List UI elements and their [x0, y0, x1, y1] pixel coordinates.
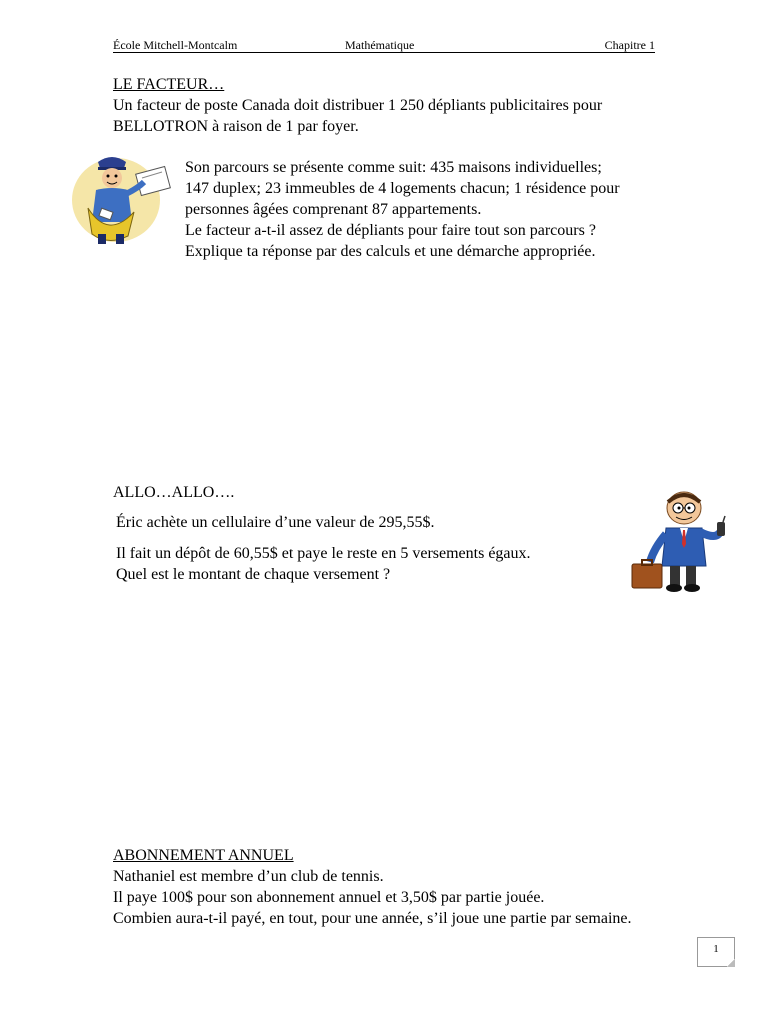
- mail-carrier-illustration: [68, 148, 176, 248]
- problem1-intro-line-1: Un facteur de poste Canada doit distribuer 1 250 dépliants publicitaires pour: [113, 97, 603, 114]
- problem1-body-line-5: Explique ta réponse par des calculs et une démarche appropriée.: [185, 243, 596, 260]
- problem3-title: ABONNEMENT ANNUEL: [113, 847, 294, 864]
- problem2-line-2: Il fait un dépôt de 60,55$ et paye le reste en 5 versements égaux.: [116, 545, 531, 562]
- problem1-title: LE FACTEUR…: [113, 76, 225, 93]
- chapter-label: Chapitre 1: [604, 38, 655, 52]
- problem3-line-2: Il paye 100$ pour son abonnement annuel et 3,50$ par partie jouée.: [113, 889, 545, 906]
- page-header: [113, 38, 655, 53]
- problem3-line-1: Nathaniel est membre d’un club de tennis.: [113, 868, 384, 885]
- businessman-phone-illustration: [628, 488, 738, 596]
- subject-name: Mathématique: [345, 38, 415, 52]
- page-number: 1: [697, 937, 735, 967]
- problem1-body-line-1: Son parcours se présente comme suit: 435 maisons individuelles;: [185, 159, 602, 176]
- problem2-line-3: Quel est le montant de chaque versement ?: [116, 566, 391, 583]
- problem2-line-1: Éric achète un cellulaire d’une valeur de 295,55$.: [116, 514, 435, 531]
- problem1-body-line-3: personnes âgées comprenant 87 appartements.: [185, 201, 482, 218]
- problem1-body-line-2: 147 duplex; 23 immeubles de 4 logements chacun; 1 résidence pour: [185, 180, 620, 197]
- problem2-title: ALLO…ALLO….: [113, 484, 235, 501]
- problem3-line-3: Combien aura-t-il payé, en tout, pour une année, s’il joue une partie par semaine.: [113, 910, 632, 927]
- school-name: École Mitchell-Montcalm: [113, 38, 238, 52]
- problem1-intro-line-2: BELLOTRON à raison de 1 par foyer.: [113, 118, 359, 135]
- problem1-body-line-4: Le facteur a-t-il assez de dépliants pour faire tout son parcours ?: [185, 222, 596, 239]
